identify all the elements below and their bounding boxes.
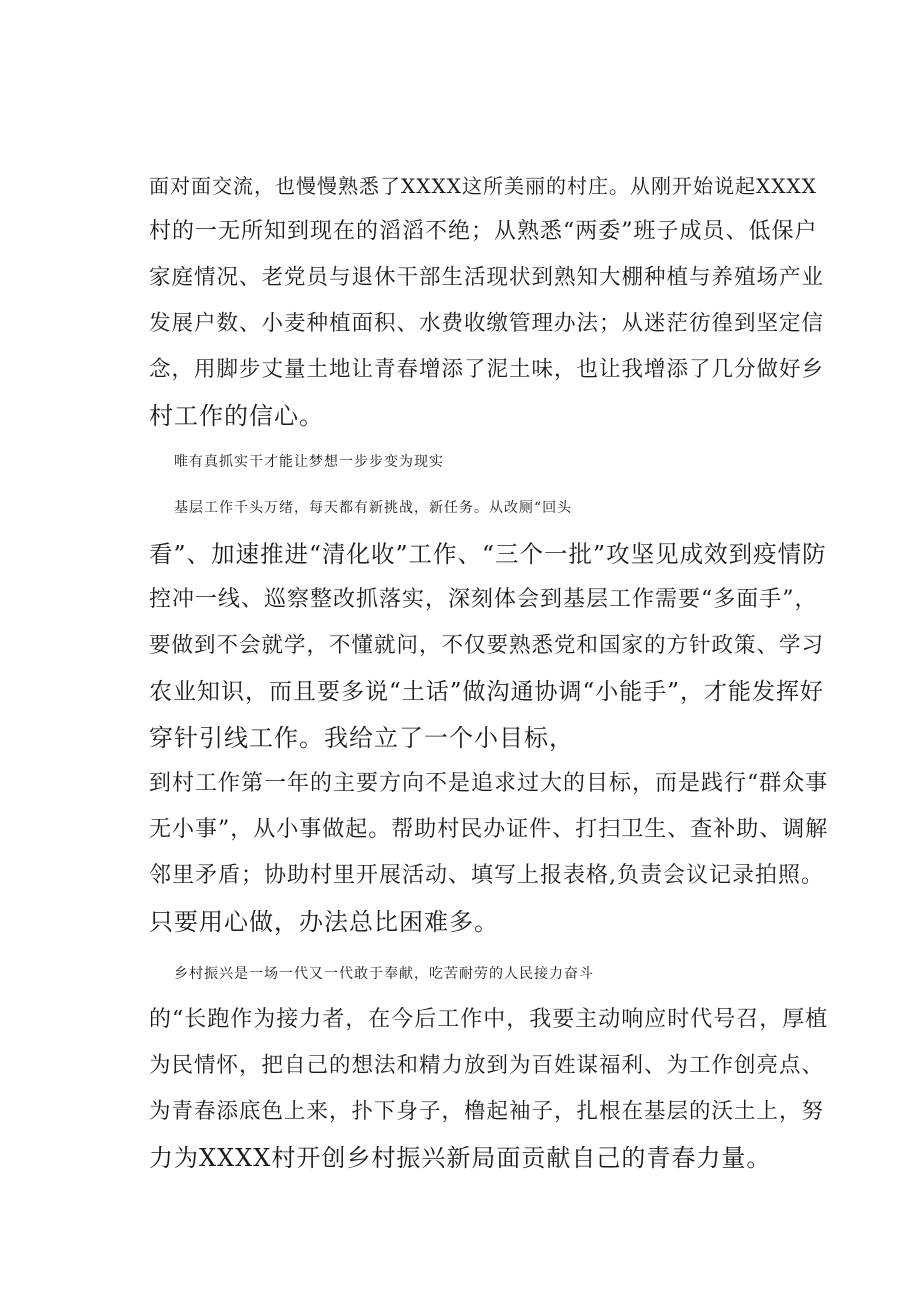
paragraph-1-line-5: 念，用脚步丈量土地让青春增添了泥土味，也让我增添了几分做好乡: [149, 357, 825, 382]
paragraph-3-line-3: 邻里矛盾；协助村里开展活动、填写上报表格,负责会议记录拍照。: [149, 863, 824, 888]
paragraph-3-line-1: 到村工作第一年的主要方向不是追求过大的目标，而是践行“群众事: [149, 771, 829, 796]
paragraph-2-line-1: 基层工作千头万绪，每天都有新挑战，新任务。从改厕“回头: [174, 500, 573, 516]
paragraph-2-line-5: 农业知识，而且要多说“土话”做沟通协调“小能手”，才能发挥好: [149, 679, 825, 705]
paragraph-1-line-2: 村的一无所知到现在的滔滔不绝；从熟悉“两委”班子成员、低保户: [149, 219, 818, 244]
paragraph-1-line-1: 面对面交流，也慢慢熟悉了XXXX这所美丽的村庄。从刚开始说起XXXX: [149, 174, 817, 198]
paragraph-1-line-4: 发展户数、小麦种植面积、水费收缴管理办法；从迷茫彷徨到坚定信: [149, 311, 825, 336]
paragraph-1-line-3: 家庭情况、老党员与退休干部生活现状到熟知大棚种植与养殖场产业: [149, 265, 825, 290]
paragraph-4-line-3: 为民情怀，把自己的想法和精力放到为百姓谋福利、为工作创亮点、: [149, 1053, 825, 1078]
paragraph-4-line-4: 为青春添底色上来，扑下身子，橹起袖子，扎根在基层的沃土上，努: [149, 1099, 825, 1124]
paragraph-3-line-2: 无小事”，从小事做起。帮助村民办证件、打扫卫生、查补助、调解: [149, 817, 829, 842]
section-heading: 唯有真抓实干才能让梦想一步步变为现实: [174, 454, 444, 470]
paragraph-2-line-4: 要做到不会就学，不懂就问，不仅要熟悉党和国家的方针政策、学习: [149, 633, 825, 658]
paragraph-2-line-6: 穿针引线工作。我给立了一个小目标，: [149, 724, 574, 752]
paragraph-2-line-3: 控冲一线、巡察整改抓落实，深刻体会到基层工作需要“多面手”，: [149, 587, 818, 612]
paragraph-4-line-1: 乡村振兴是一场一代又一代敢于奉献，吃苦耐劳的人民接力奋斗: [174, 966, 594, 982]
paragraph-4-line-5: 力为XXXX村开创乡村振兴新局面贡献自己的青春力量。: [149, 1144, 772, 1172]
paragraph-3-line-4: 只要用心做，办法总比困难多。: [149, 908, 499, 936]
paragraph-1-line-6: 村工作的信心。: [149, 402, 324, 430]
paragraph-4-line-2: 的“长跑作为接力者，在今后工作中，我要主动响应时代号召，厚植: [149, 1007, 829, 1032]
paragraph-2-line-2: 看”、加速推进“清化收”工作、“三个一批”攻坚见成效到疫情防: [149, 540, 827, 568]
